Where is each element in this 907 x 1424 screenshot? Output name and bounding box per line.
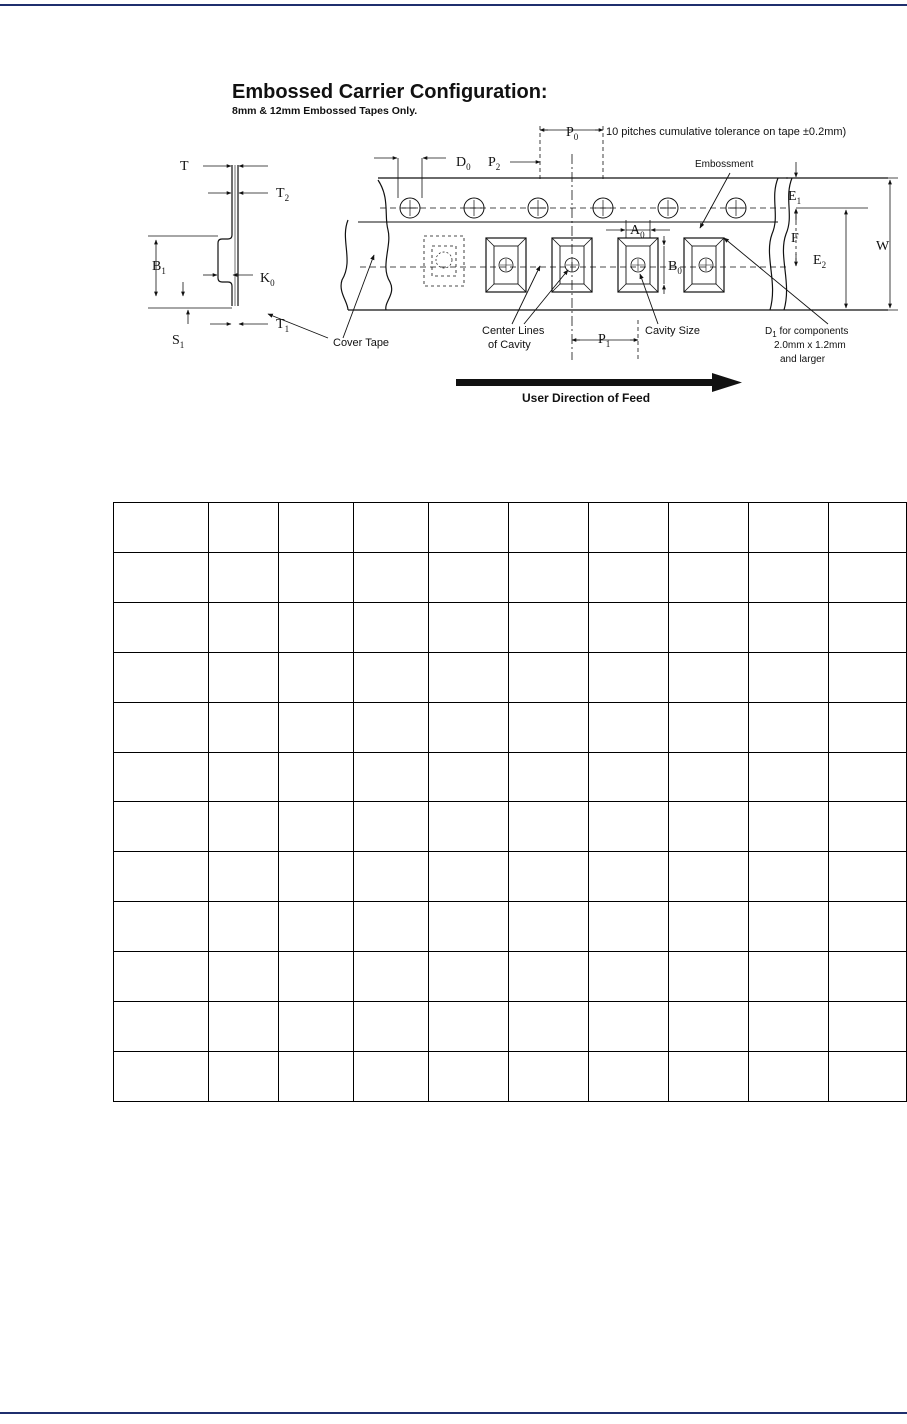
d1-note-line1: $D_1$ for components (765, 326, 849, 339)
table-cell (509, 852, 589, 902)
table-cell (669, 1051, 749, 1101)
table-cell (589, 802, 669, 852)
table-cell (279, 952, 354, 1002)
table-cell (114, 952, 209, 1002)
table-cell (749, 952, 829, 1002)
label-p0: $P_0$ (566, 125, 579, 142)
table-cell (279, 752, 354, 802)
table-cell (589, 952, 669, 1002)
table-cell (589, 702, 669, 752)
feed-direction-label: User Direction of Feed (522, 391, 651, 405)
table-cell (114, 852, 209, 902)
table-cell (209, 1002, 279, 1052)
table-cell (209, 902, 279, 952)
table-cell (209, 652, 279, 702)
table-cell (829, 503, 907, 553)
center-lines-label: Center Lines (482, 325, 545, 337)
table-cell (354, 552, 429, 602)
table-cell (209, 702, 279, 752)
label-e2: $E_2$ (813, 253, 827, 270)
table-cell (279, 852, 354, 902)
label-t1: $T_1$ (276, 317, 290, 334)
table-row (114, 1051, 907, 1101)
tolerance-note: 10 pitches cumulative tolerance on tape ±0.2mm) (606, 126, 847, 138)
table-cell (829, 952, 907, 1002)
table-cell (279, 902, 354, 952)
table-cell (749, 902, 829, 952)
spec-table (113, 502, 907, 1102)
table-cell (114, 652, 209, 702)
table-cell (829, 1051, 907, 1101)
table-cell (429, 752, 509, 802)
label-s1: $S_1$ (172, 333, 185, 350)
table-row (114, 602, 907, 652)
figure-title: Embossed Carrier Configuration: (232, 81, 548, 103)
table-cell (429, 952, 509, 1002)
table-row (114, 752, 907, 802)
table-cell (749, 652, 829, 702)
table-cell (749, 552, 829, 602)
table-cell (589, 852, 669, 902)
table-cell (669, 602, 749, 652)
table-cell (429, 552, 509, 602)
table-cell (669, 852, 749, 902)
table-row (114, 952, 907, 1002)
table-cell (279, 602, 354, 652)
table-cell (209, 503, 279, 553)
bottom-rule (0, 1412, 907, 1414)
table-cell (589, 1002, 669, 1052)
table-cell (209, 1051, 279, 1101)
table-cell (829, 852, 907, 902)
cover-tape-label: Cover Tape (333, 337, 390, 349)
table-cell (429, 1002, 509, 1052)
table-cell (279, 552, 354, 602)
table-cell (669, 552, 749, 602)
table-cell (114, 552, 209, 602)
table-cell (114, 752, 209, 802)
table-cell (354, 602, 429, 652)
label-e1: $E_1$ (788, 189, 802, 206)
table-cell (509, 802, 589, 852)
leader-arrows (268, 173, 828, 338)
label-b0: $B_0$ (668, 259, 682, 276)
dimension-lines (374, 126, 898, 360)
table-cell (669, 1002, 749, 1052)
table-cell (829, 602, 907, 652)
label-w: W (876, 239, 890, 254)
table-cell (429, 1051, 509, 1101)
table-cell (509, 1051, 589, 1101)
embossed-carrier-figure (128, 70, 898, 415)
table-cell (749, 802, 829, 852)
table-cell (429, 802, 509, 852)
center-lines-label-2: of Cavity (488, 339, 531, 351)
table-cell (279, 652, 354, 702)
table-cell (114, 602, 209, 652)
table-cell (669, 802, 749, 852)
table-cell (669, 652, 749, 702)
table-cell (429, 702, 509, 752)
table-cell (829, 1002, 907, 1052)
table-cell (829, 902, 907, 952)
table-row (114, 702, 907, 752)
table-cell (279, 802, 354, 852)
table-cell (509, 602, 589, 652)
table-cell (589, 902, 669, 952)
table-cell (509, 1002, 589, 1052)
table-cell (354, 752, 429, 802)
d1-note-line2: 2.0mm x 1.2mm (774, 340, 846, 351)
table-cell (354, 852, 429, 902)
table-cell (589, 752, 669, 802)
table-row (114, 802, 907, 852)
table-cell (749, 602, 829, 652)
table-cell (209, 852, 279, 902)
table-cell (209, 752, 279, 802)
top-rule (0, 4, 907, 6)
label-d0: $D_0$ (456, 155, 471, 172)
table-cell (509, 503, 589, 553)
feed-arrow (456, 373, 742, 392)
table-cell (829, 752, 907, 802)
table-cell (429, 652, 509, 702)
table-cell (429, 602, 509, 652)
label-b1: $B_1$ (152, 259, 166, 276)
cavities (486, 238, 724, 292)
tape-body (341, 178, 888, 310)
table-cell (279, 702, 354, 752)
table-cell (509, 902, 589, 952)
table-cell (509, 652, 589, 702)
table-cell (429, 902, 509, 952)
table-cell (429, 503, 509, 553)
table-row (114, 902, 907, 952)
table-cell (354, 802, 429, 852)
table-cell (589, 503, 669, 553)
cavity-size-label: Cavity Size (645, 325, 701, 337)
table-cell (114, 902, 209, 952)
table-cell (749, 1002, 829, 1052)
table-cell (829, 802, 907, 852)
label-t2: $T_2$ (276, 186, 290, 203)
label-f: F (791, 231, 799, 246)
table-cell (589, 552, 669, 602)
table-cell (829, 702, 907, 752)
table-cell (114, 1002, 209, 1052)
table-cell (114, 1051, 209, 1101)
table-cell (279, 1051, 354, 1101)
table-cell (829, 652, 907, 702)
spec-table-body (114, 503, 907, 1102)
table-cell (749, 752, 829, 802)
label-k0: $K_0$ (260, 271, 275, 288)
table-cell (749, 852, 829, 902)
table-cell (209, 802, 279, 852)
table-row (114, 503, 907, 553)
table-cell (209, 952, 279, 1002)
table-cell (669, 503, 749, 553)
table-cell (354, 702, 429, 752)
d1-note-line3: and larger (780, 354, 826, 365)
carrier-diagram (128, 70, 898, 415)
table-cell (209, 552, 279, 602)
table-cell (509, 752, 589, 802)
embossment-label: Embossment (695, 159, 754, 170)
table-row (114, 552, 907, 602)
table-cell (114, 503, 209, 553)
table-cell (354, 1051, 429, 1101)
table-cell (669, 702, 749, 752)
label-a0: $A_0$ (630, 223, 645, 240)
table-cell (749, 1051, 829, 1101)
table-cell (829, 552, 907, 602)
table-cell (114, 702, 209, 752)
table-cell (509, 552, 589, 602)
table-cell (354, 503, 429, 553)
table-cell (589, 652, 669, 702)
table-cell (354, 1002, 429, 1052)
table-cell (509, 702, 589, 752)
table-cell (589, 1051, 669, 1101)
table-cell (354, 652, 429, 702)
table-row (114, 1002, 907, 1052)
table-cell (589, 602, 669, 652)
label-t: T (180, 159, 189, 174)
table-cell (279, 503, 354, 553)
table-cell (354, 902, 429, 952)
figure-subtitle: 8mm & 12mm Embossed Tapes Only. (232, 105, 418, 117)
table-cell (429, 852, 509, 902)
label-p2: $P_2$ (488, 155, 501, 172)
table-cell (509, 952, 589, 1002)
table-cell (749, 503, 829, 553)
table-cell (669, 752, 749, 802)
table-cell (669, 952, 749, 1002)
table-row (114, 652, 907, 702)
side-view (148, 165, 268, 324)
table-cell (279, 1002, 354, 1052)
table-cell (114, 802, 209, 852)
label-p1: $P_1$ (598, 332, 611, 349)
table-cell (749, 702, 829, 752)
table-cell (209, 602, 279, 652)
table-cell (669, 902, 749, 952)
table-row (114, 852, 907, 902)
table-cell (354, 952, 429, 1002)
